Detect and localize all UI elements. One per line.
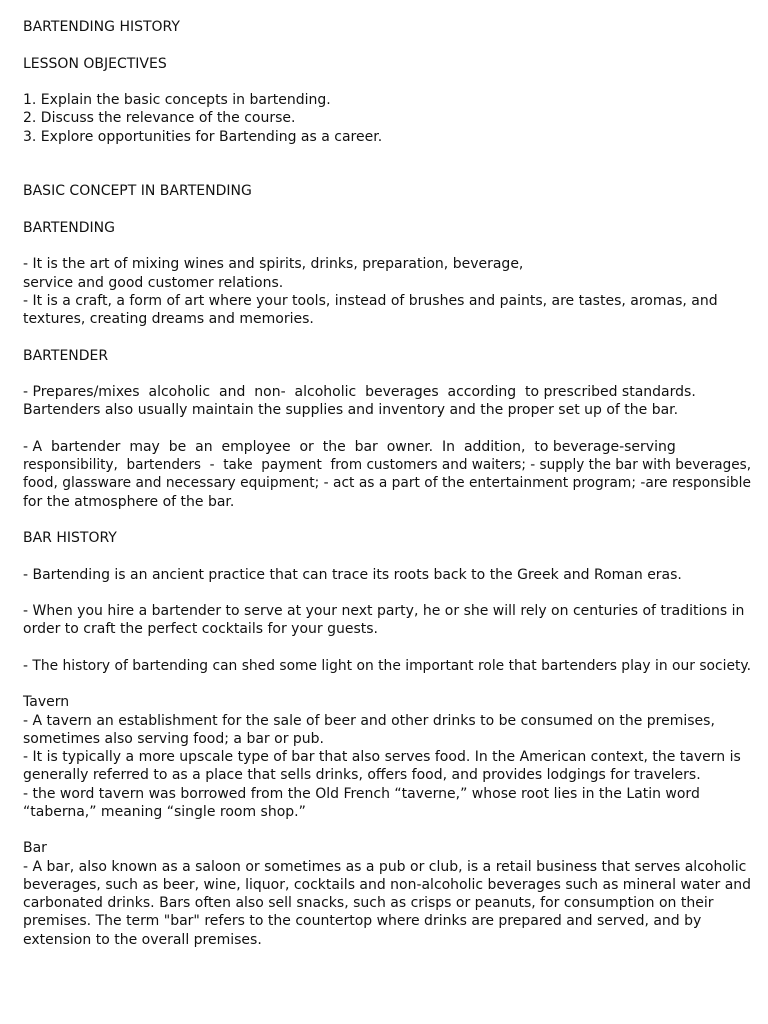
bartender-heading: BARTENDER [23,347,109,364]
bartending-line: textures, creating dreams and memories. [23,311,314,327]
tavern-line: - the word tavern was borrowed from the Old French “taverne,” whose root lies in the Latin word [23,785,700,802]
spacer [23,547,751,565]
bartending-line: service and good customer relations. [23,274,284,291]
tavern-line: “taberna,” meaning “single room shop.” [23,803,306,820]
spacer [23,73,751,91]
bar-line: beverages, such as beer, wine, liquor, cocktails and non-alcoholic beverages such as mineral water and [23,876,752,893]
bartending-line: - It is the art of mixing wines and spirits, drinks, preparation, beverage, [23,256,524,273]
document-page [23,18,751,949]
bar-history-line: order to craft the perfect cocktails for your guests. [23,621,378,638]
bar-history-paragraph: - Bartending is an ancient practice that can trace its roots back to the Greek and Roman eras. [23,566,682,583]
bar-line: - A bar, also known as a saloon or sometimes as a pub or club, is a retail business that serves alcoholic [23,858,747,875]
bar-line: premises. The term "bar" refers to the countertop where drinks are prepared and served, and by [23,913,702,930]
spacer [23,146,751,164]
objective-item: 2. Discuss the relevance of the course. [23,110,296,127]
basic-concept-heading: BASIC CONCEPT IN BARTENDING [23,183,252,200]
objective-item: 3. Explore opportunities for Bartending as a career. [23,128,383,145]
bartending-heading: BARTENDING [23,219,115,236]
bartender-line: - Prepares/mixes alcoholic and non- alcoholic beverages according to prescribed standards. [23,384,696,400]
tavern-line: - It is typically a more upscale type of bar that also serves food. In the American context, the tavern is [23,749,741,765]
bar-heading: Bar [23,840,47,857]
tavern-line: generally referred to as a place that sells drinks, offers food, and provides lodgings for travelers. [23,767,701,784]
bartender-line: food, glassware and necessary equipment; - act as a part of the entertainment program; -are responsible [23,475,751,492]
bar-history-heading: BAR HISTORY [23,530,117,546]
bar-history-paragraph: - The history of bartending can shed some light on the important role that bartenders play in our society. [23,657,752,674]
tavern-line: - A tavern an establishment for the sale of beer and other drinks to be consumed on the premises, [23,712,715,729]
spacer [23,365,751,383]
tavern-heading: Tavern [23,694,70,711]
bartender-line: responsibility, bartenders - take payment from customers and waiters; - supply the bar with beverages, [23,457,752,473]
spacer [23,511,751,529]
bartender-line: Bartenders also usually maintain the supplies and inventory and the proper set up of the bar. [23,402,679,419]
spacer [23,420,751,438]
bar-history-line: - When you hire a bartender to serve at your next party, he or she will rely on centuries of traditions in [23,603,745,619]
bar-line: carbonated drinks. Bars often also sell snacks, such as crisps or peanuts, for consumption on their [23,895,714,911]
spacer [23,328,751,346]
spacer [23,821,751,839]
spacer [23,36,751,54]
spacer [23,584,751,602]
spacer [23,237,751,255]
spacer [23,164,751,182]
objective-item: 1. Explain the basic concepts in bartending. [23,92,331,108]
tavern-line: sometimes also serving food; a bar or pub. [23,730,324,747]
bartender-line: for the atmosphere of the bar. [23,493,235,510]
spacer [23,201,751,219]
bartending-line: - It is a craft, a form of art where your tools, instead of brushes and paints, are tastes, aromas, and [23,292,718,309]
spacer [23,675,751,693]
document-title: BARTENDING HISTORY [23,19,180,35]
objectives-heading: LESSON OBJECTIVES [23,55,167,72]
spacer [23,639,751,657]
bar-line: extension to the overall premises. [23,931,262,948]
bartender-line: - A bartender may be an employee or the bar owner. In addition, to beverage-serving [23,438,676,455]
